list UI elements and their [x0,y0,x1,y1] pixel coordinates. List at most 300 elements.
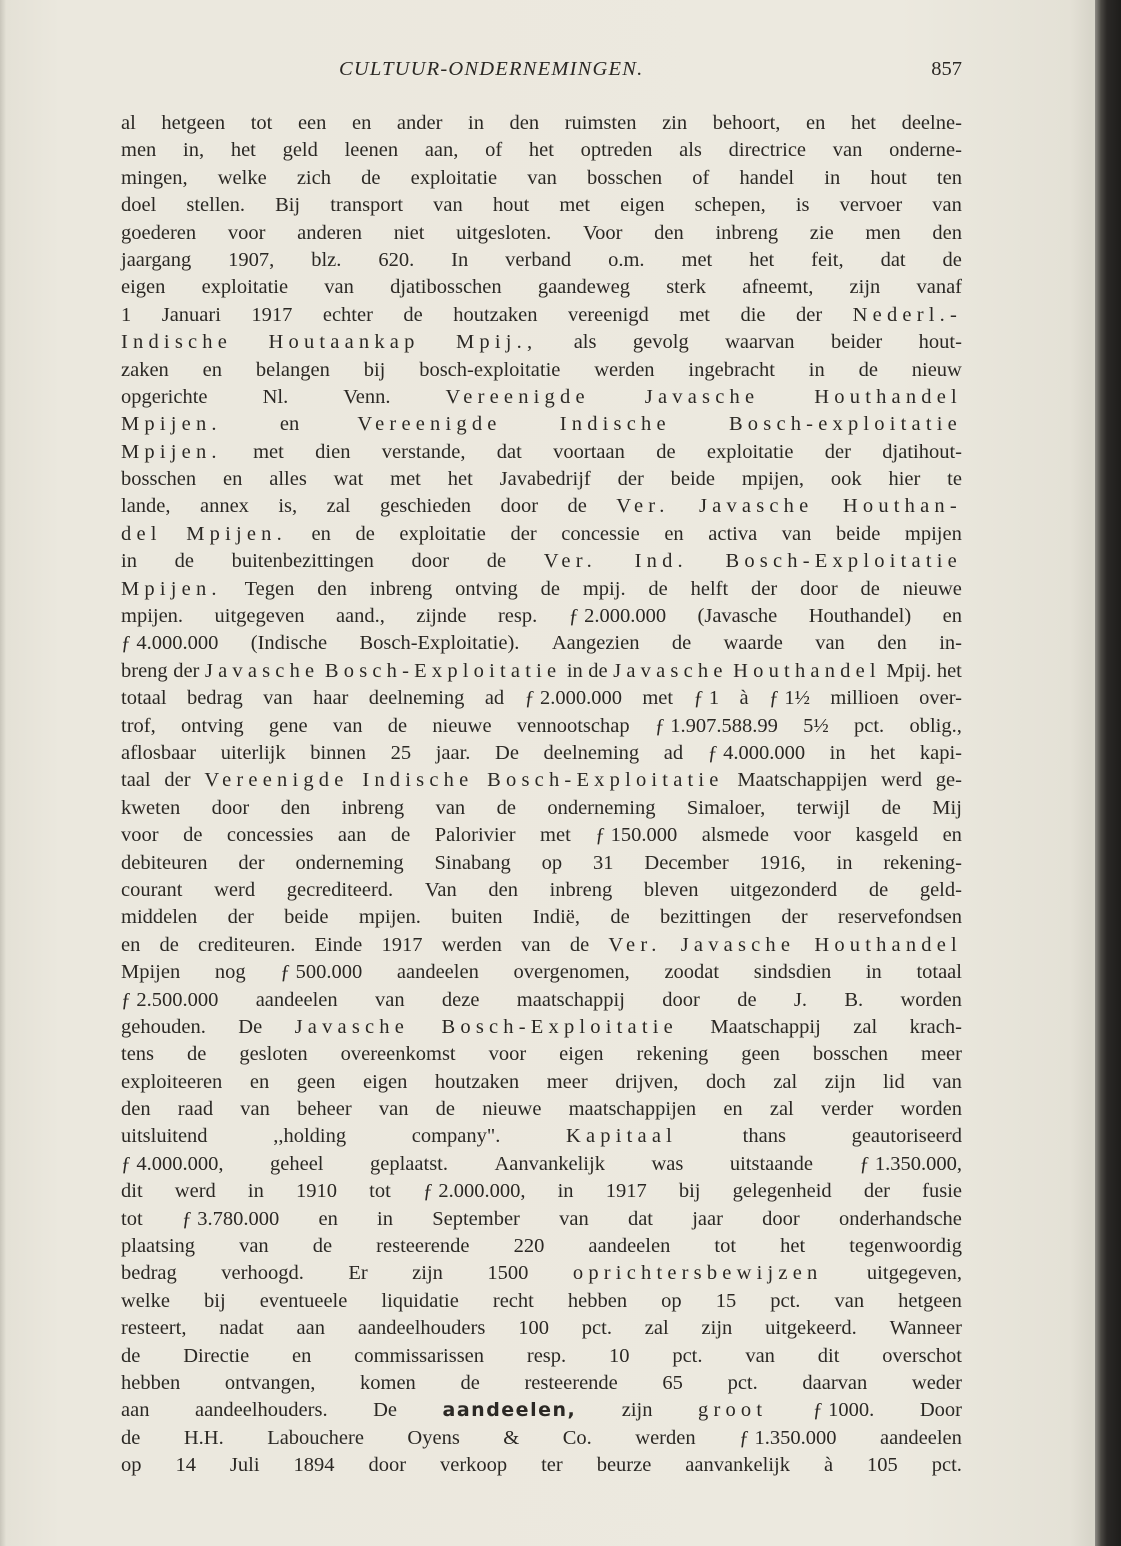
word: te [947,468,962,491]
word: in [865,961,882,984]
word: krach- [909,1015,962,1038]
word: van [263,687,293,710]
word: ƒ 1000. [812,1399,875,1422]
word: djatibosschen [390,276,502,299]
word: en [279,413,300,436]
word: nieuwe [902,577,962,600]
word: uitgegeven, [866,1262,962,1285]
word: beurze [596,1454,652,1477]
word: het [528,139,554,162]
word: werd [214,878,256,901]
word: eigen [121,276,166,299]
word: daarvan [802,1371,868,1394]
word: Aangezien [551,632,640,655]
page-left-margin-shadow [0,0,6,1546]
word: gevolg [632,331,689,354]
word: eigen [559,1043,604,1066]
word: eigen [362,1070,408,1093]
text-line [121,767,962,794]
word: aandeelen [396,961,479,984]
word: resteerende [376,1235,470,1258]
word: raad [177,1098,214,1121]
text-line [121,466,962,493]
word: De [495,741,519,764]
text-line [121,1069,962,1096]
word: o.m. [608,248,645,271]
word: (Indische [250,632,328,655]
word: De [238,1015,263,1038]
word: gecrediteerd. [286,878,394,901]
text-line [121,1041,962,1068]
word: den [877,632,907,655]
text-line [121,1178,962,1205]
word: in [566,659,583,682]
word: alles [269,468,307,491]
word: sindsdien [753,961,832,984]
word: ƒ 2.000.000 [524,687,622,710]
word: uitsluitend [121,1125,208,1148]
word: het [447,468,473,491]
word: welke [121,1289,170,1312]
word: gaandeweg [537,276,631,299]
word: jaargang [121,248,192,271]
word: van [239,1235,269,1258]
word: Nederl.- [852,303,962,326]
word: was [651,1152,684,1175]
word: tot [250,112,273,134]
word: beider [830,331,883,354]
word: zijn [849,276,881,299]
word: ƒ 1.350.000 [739,1426,837,1449]
word: door [411,550,450,573]
word: als [679,139,702,162]
word: thans [742,1125,786,1148]
word: aandeelen [255,988,338,1011]
word: dit [817,1344,840,1367]
word: recht [492,1289,534,1312]
word: door [500,495,539,518]
word: op [541,851,563,874]
word: courant [121,878,183,901]
word: Bosch-exploitatie [728,413,962,436]
word: werden [441,933,502,956]
word: B. [844,988,864,1011]
word: pct. [931,1454,962,1477]
word: plaatsing [121,1235,196,1258]
text-line [121,603,962,630]
word: Oyens [407,1426,460,1449]
word: (Javasche [697,605,778,628]
word: den [121,1098,151,1121]
word: nieuwe [432,714,492,737]
word: deelne- [901,112,962,134]
word: door [211,796,250,819]
word: de [486,550,507,573]
word: Maatschappijen [737,769,868,792]
word: pct. [672,1344,703,1367]
text-line [121,959,962,986]
word: beide [670,468,716,491]
text-line [121,165,962,192]
word: tot [369,1180,391,1203]
book-spine-shadow [1095,0,1121,1546]
word: de [159,933,179,956]
word: vennootschap [516,714,630,737]
word: leenen [344,139,399,162]
word: geld [282,139,318,162]
word: September [432,1207,520,1230]
word: Javasche [613,659,728,682]
word: deelneming [368,687,465,710]
word: Bosch-Exploitatie). [359,632,520,655]
word: geautoriseerd [851,1125,962,1148]
word: ƒ 1½ [768,687,810,710]
word: zal [644,1317,669,1340]
word: met [679,303,710,326]
word: aandeelhouders. [194,1399,328,1422]
word: kweten [121,796,181,819]
word: overeenkomst [340,1043,456,1066]
word: voortaan [553,440,625,463]
word: men [865,221,901,244]
word: der [617,468,644,491]
word: ontving [455,577,518,600]
word: J. [793,988,807,1011]
text-line [121,1123,962,1150]
word: hetgeen [898,1289,962,1312]
word: Indische [559,413,671,436]
word: der [173,659,200,682]
word: oblig., [909,714,962,737]
word: der [751,577,778,600]
word: zijn [824,1070,856,1093]
word: onderneming [547,796,656,819]
word: jaar. [435,741,471,764]
word: onderhandsche [838,1207,962,1230]
word: 1894 [293,1454,335,1477]
word: stellen. [186,194,245,217]
word: van [932,1070,962,1093]
word: de [390,824,411,847]
word: exploitatie [410,166,498,189]
word: 31 [593,851,614,874]
word: de [567,495,587,518]
word: de [588,659,608,682]
text-line [121,247,962,274]
word: H.H. [183,1426,224,1449]
word: weder [911,1371,962,1394]
word: 1910 [296,1180,338,1203]
word: tegenwoordig [849,1235,962,1258]
word: van [781,522,812,545]
word: reservefondsen [837,906,962,929]
word: al [121,112,136,134]
word: Mpijen. [186,522,287,545]
word: door [762,1207,800,1230]
word: zijn [621,1399,653,1422]
word: annex [199,495,249,518]
text-line [121,1014,962,1041]
word: gesloten [239,1043,308,1066]
word: feit, [811,248,844,271]
word: ƒ 1.907.588.99 [654,714,778,737]
word: mpij. [582,577,626,600]
word: à [823,1454,834,1477]
word: van [374,988,405,1011]
word: Javabedrijf [499,468,591,491]
word: de [942,248,962,271]
word: in [121,550,137,573]
word: in, [183,139,205,162]
word: inbreng [341,796,405,819]
word: van [521,933,551,956]
word: de [610,906,630,929]
word: ruimsten [564,112,637,134]
word: hout [492,194,530,217]
word: ƒ 150.000 [595,824,678,847]
word: in [377,1207,393,1230]
word: à [739,687,749,710]
word: blz. [311,248,342,271]
word: doel [121,194,157,217]
word: ad [484,687,505,710]
word: Bosch-Exploitatie [725,550,962,573]
word: company". [411,1125,501,1148]
word: alsmede [701,824,769,847]
word: hier [888,468,921,491]
word: optreden [580,139,653,162]
word: Labouchere [267,1426,364,1449]
word: den [932,221,962,244]
text-line [121,987,962,1014]
word: de [460,1371,480,1394]
word: niet [393,221,425,244]
text-line [121,1260,962,1287]
word: Er [348,1262,368,1285]
text-line [121,1343,962,1370]
word: aan [121,1399,150,1422]
word: Venn. [343,385,391,408]
word: del [121,522,162,545]
word: Einde [314,933,363,956]
word: djatihout- [882,440,962,463]
word: zoodat [664,961,720,984]
word: Mpij., [455,331,538,354]
word: worden [900,988,962,1011]
word: In [451,248,469,271]
word: liquidatie [381,1289,459,1312]
word: December [644,851,729,874]
word: schepen, [694,194,766,217]
word: en [202,358,222,381]
word: Vereenigde [357,413,502,436]
word: terwijl [796,796,851,819]
word: jaar [692,1207,723,1230]
word: Javasche [698,495,814,518]
word: eigen [620,194,665,217]
word: Ver. [543,550,597,573]
word: en [121,933,141,956]
word: activa [708,522,758,545]
word: ƒ 1.350.000, [859,1152,962,1175]
text-line [121,1096,962,1123]
word: 1917 [381,933,423,956]
word: ƒ 4.000.000, [121,1152,224,1175]
word: geen [741,1043,780,1066]
word: werden [594,358,655,381]
word: rekening- [883,851,962,874]
word: in [247,1180,264,1203]
word: met [681,248,713,271]
word: pct. [727,1371,758,1394]
text-line [121,904,962,931]
word: het [936,659,962,682]
text-line [121,1370,962,1397]
word: resp. [497,605,538,628]
word: drijven, [615,1070,679,1093]
word: 1500 [487,1262,529,1285]
word: tens [121,1043,155,1066]
word: verstande, [381,440,466,463]
word: ge- [935,769,962,792]
word: Mpijen. [121,440,222,463]
word: en [249,1070,270,1093]
word: van [559,1207,589,1230]
word: 1917 [251,303,293,326]
word: Bosch-Exploitatie [324,659,562,682]
word: aan, [424,139,459,162]
word: het [870,741,896,764]
text-line [121,493,962,520]
word: geschieden [379,495,472,518]
text-line [121,1397,962,1424]
text-line [121,850,962,877]
word: exploitatie [706,440,794,463]
word: zal [773,1070,798,1093]
word: handel [739,166,795,189]
word: concessie [561,522,640,545]
word: bosschen [812,1043,889,1066]
word: een [297,112,327,134]
word: geen [296,1070,336,1093]
word: afneemt, [742,276,814,299]
word: 105 [867,1454,898,1477]
word: der [824,440,851,463]
word: bezittingen [660,906,752,929]
word: Javasche [680,933,796,956]
word: zal [769,1098,794,1121]
word: over- [919,687,962,710]
word: meer [921,1043,962,1066]
text-line [121,521,962,548]
text-line [121,220,962,247]
word: in- [939,632,962,655]
word: houtzaken [453,303,538,326]
word: op [121,1454,142,1477]
word: uitstaande [729,1152,813,1175]
word: de [671,632,692,655]
word: Indische [362,769,474,792]
word: dat [496,440,522,463]
word: maatschappij [516,988,625,1011]
word: het [780,1235,806,1258]
word: het [850,112,876,134]
word: worden [900,1098,962,1121]
word: bij [363,358,386,381]
word: van [834,1289,865,1312]
word: verder [820,1098,874,1121]
word: tot [121,1207,143,1230]
text-line [121,1206,962,1233]
word: Mpijen [121,961,181,984]
word: Aanvankelijk [494,1152,605,1175]
word: Mij [932,796,962,819]
word: der [510,522,537,545]
text-line [121,548,962,575]
word: 65 [662,1371,683,1394]
word: Door [919,1399,962,1422]
word: pct. [770,1289,801,1312]
word: komen [360,1371,416,1394]
text-line [121,740,962,767]
word: Kapitaal [565,1125,678,1148]
word: Vereenigde [204,769,349,792]
word: in [468,112,484,134]
word: zich [296,166,331,189]
word: resteerende [524,1371,618,1394]
word: aan [296,1317,325,1340]
word: beide [835,522,881,545]
word: overschot [882,1344,962,1367]
word: Javasche [294,1015,410,1038]
word: voor [227,221,266,244]
word: Houthandel [733,659,881,682]
word: oprichtersbewijzen [572,1262,823,1285]
word: de [312,1235,333,1258]
text-line [121,357,962,384]
word: van [378,1098,409,1121]
word: vereenigd [567,303,649,326]
word: van [240,1098,270,1121]
word: transport [330,194,404,217]
word: Indië, [532,906,581,929]
word: die [740,303,766,326]
word: met [540,824,571,847]
word: in [557,1180,574,1203]
word: ten [936,166,962,189]
word: der [238,851,265,874]
word: met [390,468,421,491]
text-line [121,1233,962,1260]
word: vanaf [916,276,962,299]
word: sterk [666,276,707,299]
word: binnen [310,741,367,764]
word: de [435,1098,456,1121]
word: de [858,358,878,381]
word: Ind. [634,550,688,573]
word: exploiteeren [121,1070,223,1093]
word: met [642,687,674,710]
word: door [662,988,700,1011]
word: haar [313,687,349,710]
word: de [540,577,561,600]
word: de [355,522,375,545]
word: buitenbezittingen [231,550,374,573]
word: Houthandel [814,933,962,956]
word: beide [284,906,329,929]
word: ,,holding [273,1125,347,1148]
word: hebben [121,1371,181,1394]
